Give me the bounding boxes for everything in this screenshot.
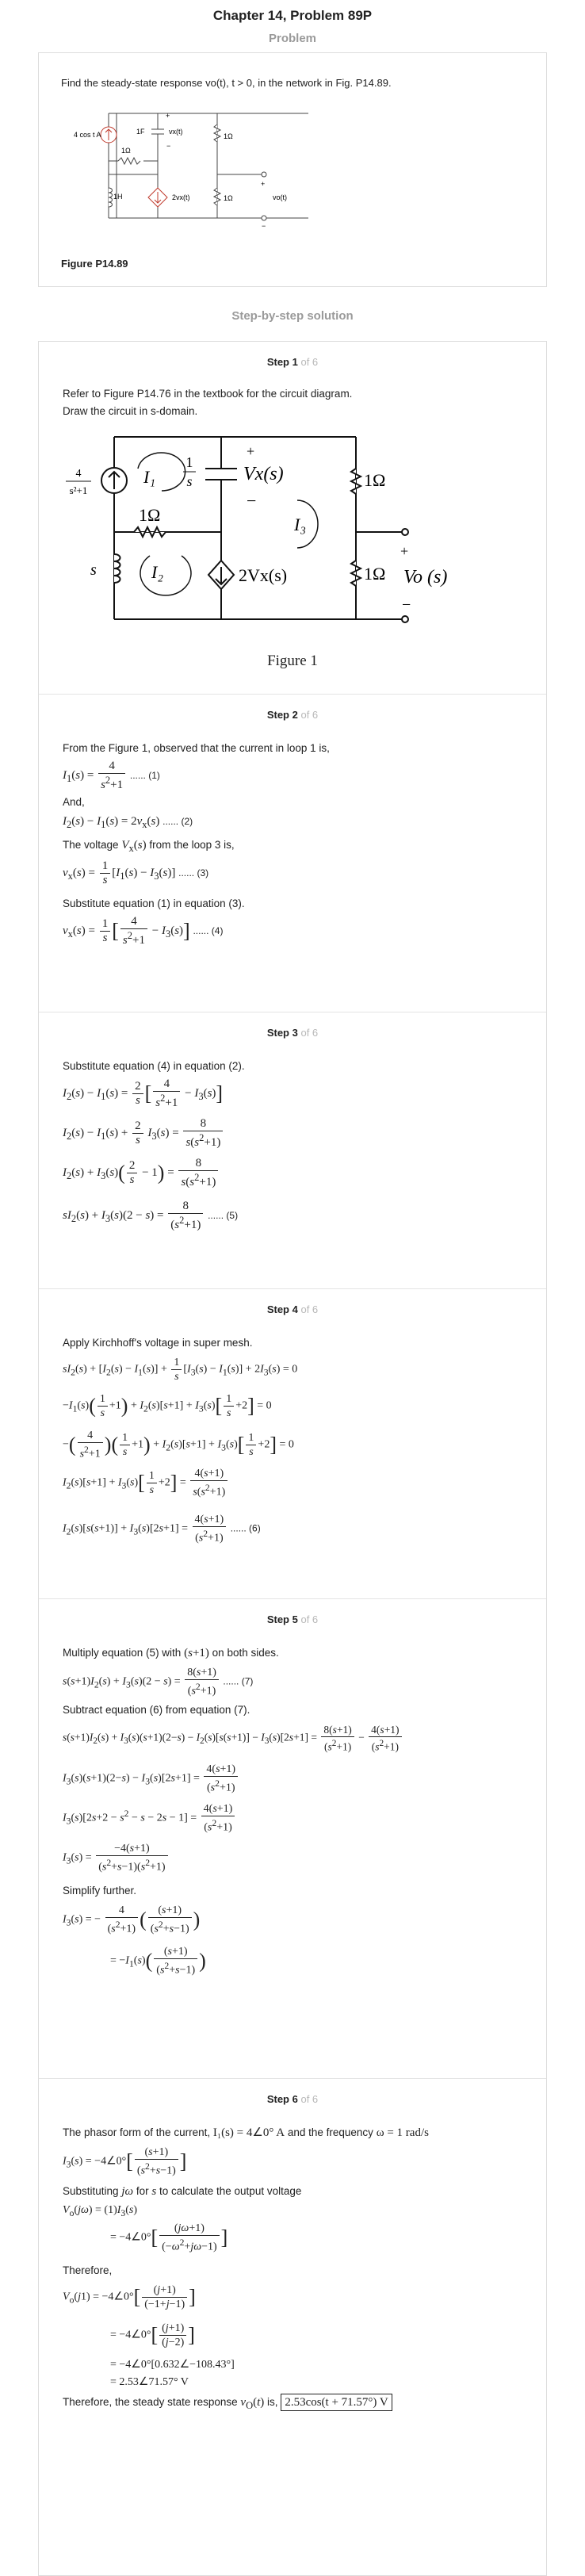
vx-label: Vx(s) — [243, 464, 284, 484]
step-text: Apply Kirchhoff's voltage in super mesh. — [63, 1337, 253, 1349]
cap-num: 1 — [185, 454, 193, 470]
equation-line: $I_2(s) + I_3(s)$( $\frac{2}{s}$ − 1) = $\frac{8}{s(s^2+1)}$ — [63, 1157, 220, 1189]
equation-line: $I_3(s)[2s+2 - s^2 - s - 2s - 1]$ = $\frac{4(s+1)}{(s^2+1)}$ — [63, 1802, 236, 1835]
answer-box: 2.53cos(t + 71.57°) V — [281, 2394, 392, 2411]
problem-card — [38, 52, 547, 287]
step-4 — [39, 1289, 546, 1599]
r-right-bottom: 1Ω — [364, 564, 386, 584]
equation-line: = −4∠0°[ $\frac{(j\omega+1)}{(-\omega^2+j\omega-1)}$ ] — [110, 2222, 228, 2253]
equation-1: $I_1(s)$ = $\frac{4}{s^2+1}$ ...... (1) — [63, 760, 160, 791]
equation-4: $v_x(s)$ = $\frac{1}{s}$ [ $\frac{4}{s^2+1}$ − $I_3(s)$] ...... (4) — [63, 915, 224, 947]
final-answer: Therefore, the steady state response $v_O(t)$ is, 2.53cos(t + 71.57°) V — [63, 2396, 392, 2412]
r2-label: 1Ω — [224, 132, 233, 140]
r1-label: 1Ω — [121, 147, 131, 155]
cap-label: 1F — [136, 128, 145, 136]
step-header: Step 1 of 6 — [266, 356, 319, 368]
equation-3: $v_x(s)$ = $\frac{1}{s}$ $[I_1(s) - I_3(s)]$ ...... (3) — [63, 859, 209, 886]
step-header: Step 6 of 6 — [266, 2093, 319, 2105]
equation-line: $I_3(s)$ = −4∠0°[ $\frac{(s+1)}{(s^2+s-1)}$ ] — [63, 2146, 187, 2177]
step-text: The voltage $V_x(s)$ from the loop 3 is, — [63, 839, 235, 854]
step-text: The phasor form of the current, I₁(s) = 4∠0° A and the frequency ω = 1 rad/s — [63, 2126, 429, 2139]
problem-section-title: Problem — [268, 32, 316, 45]
vo-label: Vo (s) — [403, 567, 448, 588]
page-title: Chapter 14, Problem 89P — [212, 8, 373, 23]
step-text: Draw the circuit in s-domain. — [63, 405, 198, 417]
r-top: 1Ω — [139, 505, 161, 525]
equation-line: = $-I_1(s)$( $\frac{(s+1)}{(s^2+s-1)}$ ) — [110, 1946, 206, 1977]
step-text: Multiply equation (5) with (s+1) on both sides. — [63, 1647, 279, 1659]
vo-minus: − — [262, 222, 266, 230]
s-domain-circuit — [63, 429, 507, 635]
step-2 — [39, 695, 546, 1012]
i1-label: I₁ — [143, 467, 155, 487]
problem-text: Find the steady-state response vo(t), t > 0, in the network in Fig. P14.89. — [61, 77, 392, 89]
src-num: 4 — [75, 468, 82, 480]
equation-line: $I_2(s) - I_1(s)$ = $\frac{2}{s}$ [ $\frac{4}{s^2+1}$ − $I_3(s)$] — [63, 1077, 224, 1109]
step-text: Subtract equation (6) from equation (7). — [63, 1704, 250, 1716]
vo-label: vo(t) — [273, 193, 287, 201]
step-text: Simplify further. — [63, 1885, 137, 1897]
equation-line: $V_o(j\omega) = (1)I_3(s)$ — [63, 2204, 138, 2218]
ind-label: s — [90, 561, 97, 579]
step-header: Step 3 of 6 — [266, 1027, 319, 1039]
step-text: From the Figure 1, observed that the current in loop 1 is, — [63, 742, 330, 754]
step-header: Step 5 of 6 — [266, 1613, 319, 1625]
equation-line: $I_2(s)[s+1] + I_3(s)$[ $\frac{1}{s}$ +2] = $\frac{4(s+1)}{s(s^2+1)}$ — [63, 1467, 229, 1499]
equation-line: = 2.53∠71.57° V — [110, 2376, 189, 2388]
step-5 — [39, 1599, 546, 2079]
ind-label: 1H — [113, 193, 123, 201]
dep-label: 2vx(t) — [172, 193, 190, 201]
i2-label: I₂ — [151, 562, 163, 582]
step-1 — [39, 342, 546, 695]
step-header: Step 2 of 6 — [266, 709, 319, 721]
equation-line: = −4∠0°[0.632∠−108.43°] — [110, 2359, 235, 2371]
cap-den: s — [186, 473, 193, 489]
vx-minus: − — [247, 491, 257, 511]
step-text: And, — [63, 796, 85, 808]
figure-label: Figure P14.89 — [61, 258, 128, 270]
source-label: 4 cos t A — [74, 131, 101, 139]
step-header: Step 4 of 6 — [266, 1303, 319, 1315]
r-right-top: 1Ω — [364, 470, 386, 490]
r3-label: 1Ω — [224, 194, 233, 202]
step-text: Substitute equation (1) in equation (3). — [63, 898, 245, 909]
equation-line: $V_o(j1)$ = −4∠0°[ $\frac{(j+1)}{(-1+j-1)}$ ] — [63, 2284, 196, 2310]
dep-label: 2Vx(s) — [239, 565, 288, 585]
step-3 — [39, 1012, 546, 1289]
steps-card — [38, 341, 547, 2576]
equation-line: −( $\frac{4}{s^2+1}$ )( $\frac{1}{s}$ $+1) + I_2(s)[s+1] + I_3(s)$[ $\frac{1}{s}$ +2] = 0 — [63, 1430, 294, 1460]
equation-2: $I_2(s) - I_1(s) = 2v_x(s)$ ...... (2) — [63, 815, 193, 830]
step-text: Substituting jω for s to calculate the output voltage — [63, 2185, 302, 2198]
vx-minus: − — [166, 142, 171, 150]
src-den: s²+1 — [69, 484, 88, 496]
equation-line: $sI_2(s) + [I_2(s) - I_1(s)]$ + $\frac{1}{s}$ $[I_3(s) - I_1(s)] + 2I_3(s) = 0$ — [63, 1357, 298, 1383]
vo-plus: + — [261, 180, 266, 188]
equation-line: $s(s+1)I_2(s) + I_3(s)(s+1)(2-s) - I_2(s)[s(s+1)] - I_3(s)[2s+1]$ = $\frac{8(s+1)}{(s^2+1)}$ − $\frac{4(s+1)}{(s^2+1)}$ — [63, 1723, 403, 1754]
vo-minus: − — [402, 596, 411, 614]
equation-line: $-I_1(s)$( $\frac{1}{s}$ $+1) + I_2(s)[s+1] + I_3(s)$[ $\frac{1}{s}$ +2] = 0 — [63, 1393, 272, 1419]
vx-plus: + — [247, 443, 255, 459]
equation-line: $I_3(s)$ = $\frac{-4(s+1)}{(s^2+s-1)(s^2+1)}$ — [63, 1842, 170, 1874]
vx-plus: + — [166, 112, 170, 120]
equation-7: $s(s+1)I_2(s) + I_3(s)(2 - s)$ = $\frac{8(s+1)}{(s^2+1)}$ ...... (7) — [63, 1667, 254, 1698]
equation-line: $I_3(s)$ = − $\frac{4}{(s^2+1)}$ ( $\frac{(s+1)}{(s^2+s-1)}$ ) — [63, 1904, 201, 1935]
vx-label: vx(t) — [169, 128, 183, 136]
equation-line: = −4∠0°[ $\frac{(j+1)}{(j-2)}$ ] — [110, 2322, 195, 2348]
problem-circuit — [71, 99, 332, 258]
equation-6: $I_2(s)[s(s+1)] + I_3(s)[2s+1]$ = $\frac{4(s+1)}{(s^2+1)}$ ...... (6) — [63, 1514, 261, 1544]
step-text: Therefore, — [63, 2264, 113, 2276]
i3-label: I₃ — [294, 515, 306, 534]
step-text: Refer to Figure P14.76 in the textbook for the circuit diagram. — [63, 388, 353, 400]
equation-5: $sI_2(s) + I_3(s)(2 - s)$ = $\frac{8}{(s^2+1)}$ ...... (5) — [63, 1200, 239, 1231]
equation-line: $I_2(s) - I_1(s)$ + $\frac{2}{s}$ $I_3(s)$ = $\frac{8}{s(s^2+1)}$ — [63, 1117, 224, 1150]
equation-line: $I_3(s)(s+1)(2-s) - I_3(s)[2s+1]$ = $\frac{4(s+1)}{(s^2+1)}$ — [63, 1763, 239, 1795]
vo-plus: + — [400, 543, 409, 559]
figure-caption: Figure 1 — [267, 653, 318, 669]
step-text: Substitute equation (4) in equation (2). — [63, 1060, 245, 1072]
solution-section-title: Step-by-step solution — [231, 309, 354, 323]
step-6 — [39, 2079, 546, 2575]
